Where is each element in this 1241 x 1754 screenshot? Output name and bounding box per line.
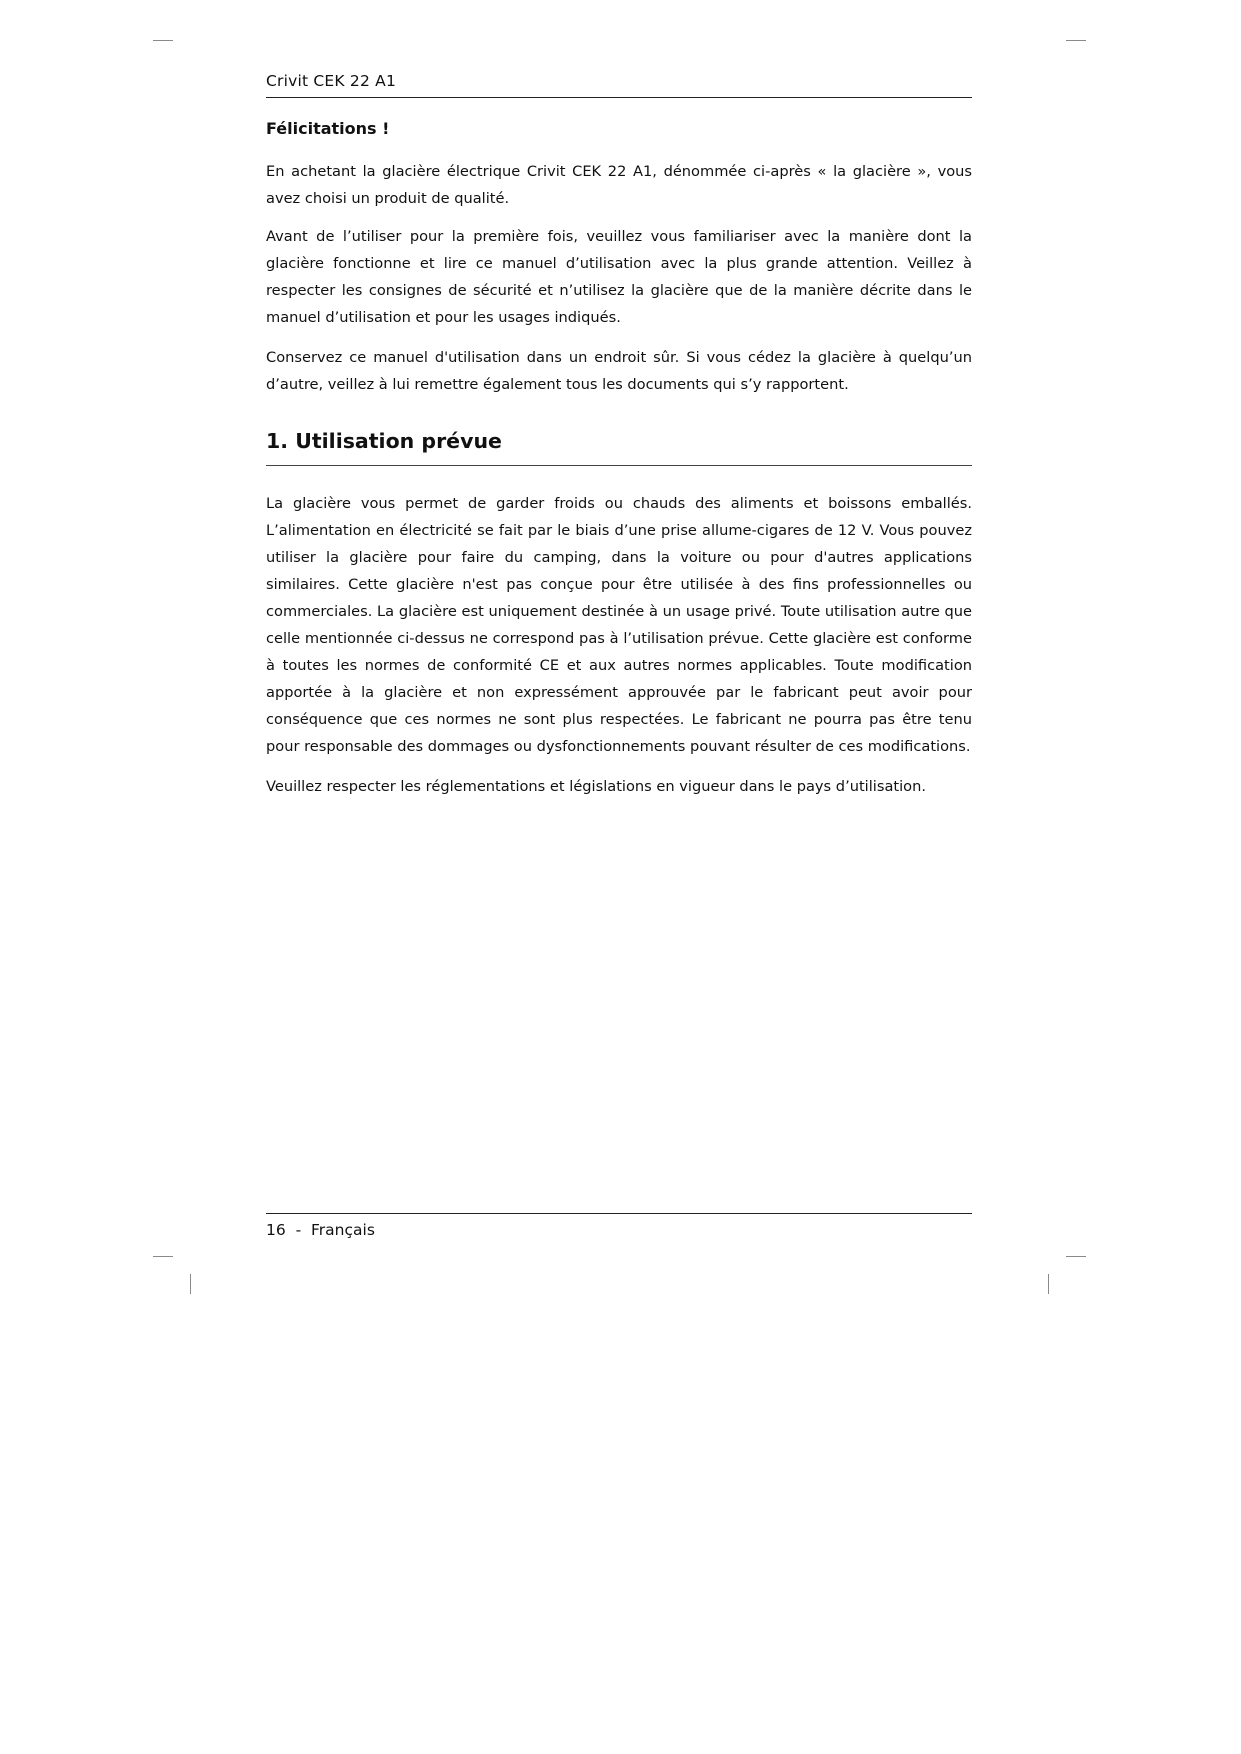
- intro-paragraph: En achetant la glacière électrique Crivit CEK 22 A1, dénommée ci-après « la glacière », vous avez choisi un produit de qualité.: [266, 163, 972, 207]
- page-footer: 16 - Français: [266, 1221, 375, 1239]
- section-title: 1. Utilisation prévue: [266, 429, 502, 453]
- section-paragraph: La glacière vous permet de garder froids ou chauds des aliments et boissons emballés. L’alimentation en électricité se fait par le biais d’une prise allume-cigares de 12 V. Vous pouvez utiliser la glacière pour faire du camping, dans la voiture ou pour d'autres applications similaires. Cette glacière n'est pas conçue pour être utilisée à des fins professionnelles ou commerciales. La glacière est uniquement destinée à un usage privé. Toute utilisation autre que celle mentionnée ci-dessus ne correspond pas à l’utilisation prévue. Cette glacière est conforme à toutes les normes de conformité CE et aux autres normes applicables. Toute modification apportée à la glacière et non expressément approuvée par le fabricant peut avoir pour conséquence que ces normes ne sont plus respectées. Le fabricant ne pourra pas être tenu pour responsable des dommages ou dysfonctionnements pouvant résulter de ces modifications.: [266, 495, 972, 755]
- footer-rule: [266, 1213, 972, 1214]
- crop-mark-bottom-right: [1066, 1256, 1086, 1257]
- crop-mark-bottom-left-vertical: [190, 1274, 191, 1294]
- crop-mark-top-left: [153, 40, 173, 41]
- crop-mark-top-right: [1066, 40, 1086, 41]
- header-rule: [266, 97, 972, 98]
- greeting-heading: Félicitations !: [266, 119, 390, 138]
- intro-paragraph: Avant de l’utiliser pour la première fois, veuillez vous familiariser avec la manière dont la glacière fonctionne et lire ce manuel d’utilisation avec la plus grande attention. Veillez à respecter les consignes de sécurité et n’utilisez la glacière que de la manière décrite dans le manuel d’utilisation et pour les usages indiqués.: [266, 228, 972, 326]
- running-header: Crivit CEK 22 A1: [266, 72, 397, 90]
- intro-paragraph: Conservez ce manuel d'utilisation dans un endroit sûr. Si vous cédez la glacière à quelqu’un d’autre, veillez à lui remettre également tous les documents qui s’y rapportent.: [266, 349, 972, 393]
- crop-mark-bottom-right-vertical: [1048, 1274, 1049, 1294]
- section-paragraph: Veuillez respecter les réglementations et législations en vigueur dans le pays d’utilisation.: [266, 778, 926, 795]
- crop-mark-bottom-left: [153, 1256, 173, 1257]
- section-rule: [266, 465, 972, 466]
